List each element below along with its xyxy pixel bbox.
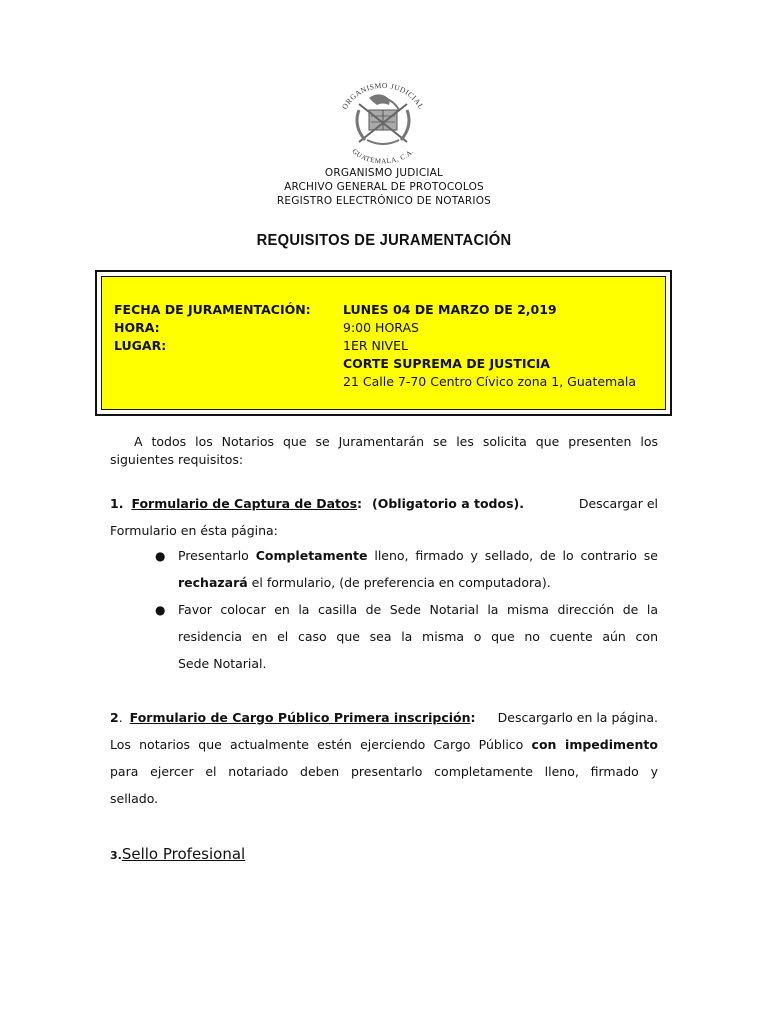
svg-text:ORGANISMO JUDICIAL: ORGANISMO JUDICIAL <box>340 80 426 111</box>
bullet-1-line-2 <box>178 575 658 590</box>
bullet-1-bold-2: rechazará <box>178 575 248 590</box>
item-1-number: 1. <box>110 496 124 511</box>
item-2-title: Formulario de Cargo Público Primera inscripción <box>129 710 471 725</box>
item-2-rest: Descargarlo en la página. <box>497 710 658 725</box>
item-2-heading-left <box>110 710 476 725</box>
item-1-title: Formulario de Captura de Datos <box>131 496 358 511</box>
lugar-label: LUGAR: <box>114 338 167 353</box>
header-line-3: REGISTRO ELECTRÓNICO DE NOTARIOS <box>276 195 492 207</box>
bullet-1-text-a: Presentarlo <box>178 548 256 563</box>
lugar-value-3: 21 Calle 7-70 Centro Cívico zona 1, Guatemala <box>343 374 637 389</box>
bullet-1-text-c: lleno, firmado y sellado, de lo contrario se <box>367 548 658 563</box>
fecha-value: LUNES 04 DE MARZO DE 2,019 <box>343 302 557 317</box>
document-title: REQUISITOS DE JURAMENTACIÓN <box>256 232 512 249</box>
header-line-1: ORGANISMO JUDICIAL <box>324 167 444 179</box>
fecha-label: FECHA DE JURAMENTACIÓN: <box>114 302 311 317</box>
lugar-value-1: 1ER NIVEL <box>343 338 408 353</box>
intro-line-2: siguientes requisitos: <box>110 452 244 467</box>
item-2-number: 2 <box>110 710 119 725</box>
hora-value: 9:00 HORAS <box>343 320 419 335</box>
item-2-line-3: para ejercer el notariado deben presentarlo completamente lleno, firmado y <box>110 764 658 779</box>
item-1-download: Descargar el <box>578 496 658 511</box>
item-3-title: Sello Profesional <box>121 845 246 863</box>
bullet-2-line-1: Favor colocar en la casilla de Sede Notarial la misma dirección de la <box>178 602 658 617</box>
svg-text:GUATEMALA, C.A.: GUATEMALA, C.A. <box>350 147 416 164</box>
item-3-number: 3. <box>110 849 122 862</box>
item-1-heading-left <box>110 496 524 511</box>
item-2-colon: : <box>470 710 476 725</box>
item-2-dot: . <box>118 710 123 725</box>
organismo-judicial-seal <box>329 80 437 164</box>
document-header <box>0 166 768 208</box>
bullet-1-text-e: el formulario, (de preferencia en computadora). <box>247 575 551 590</box>
bullet-2-line-2: residencia en el caso que sea la misma o que no cuente aún con <box>178 629 658 644</box>
item-1-heading <box>110 496 658 511</box>
item-2-line-2-bold: con impedimento <box>531 737 658 752</box>
item-3-heading <box>110 845 658 863</box>
info-box-inner <box>101 276 666 410</box>
bullet-1-line-1 <box>178 548 658 563</box>
intro-line-1: A todos los Notarios que se Juramentarán se les solicita que presenten los <box>134 434 658 449</box>
bullet-1-bold: Completamente <box>255 548 368 563</box>
item-2-line-2-text: Los notarios que actualmente estén ejerciendo Cargo Público <box>110 737 532 752</box>
item-1-colon: : <box>357 496 363 511</box>
item-1-line-2: Formulario en ésta página: <box>110 523 278 538</box>
bullet-dot-1: ● <box>155 549 166 563</box>
hora-label: HORA: <box>114 320 160 335</box>
info-box <box>95 270 672 416</box>
item-2-line-2 <box>110 737 658 752</box>
header-line-2: ARCHIVO GENERAL DE PROTOCOLOS <box>284 181 484 193</box>
bullet-2-line-3: Sede Notarial. <box>178 656 267 671</box>
item-2-heading <box>110 710 658 725</box>
item-1-note: (Obligatorio a todos) <box>372 496 520 511</box>
lugar-value-2: CORTE SUPREMA DE JUSTICIA <box>343 356 550 371</box>
bullet-dot-2: ● <box>155 603 166 617</box>
item-1-dot: . <box>519 496 524 511</box>
item-2-line-4: sellado. <box>110 791 159 806</box>
